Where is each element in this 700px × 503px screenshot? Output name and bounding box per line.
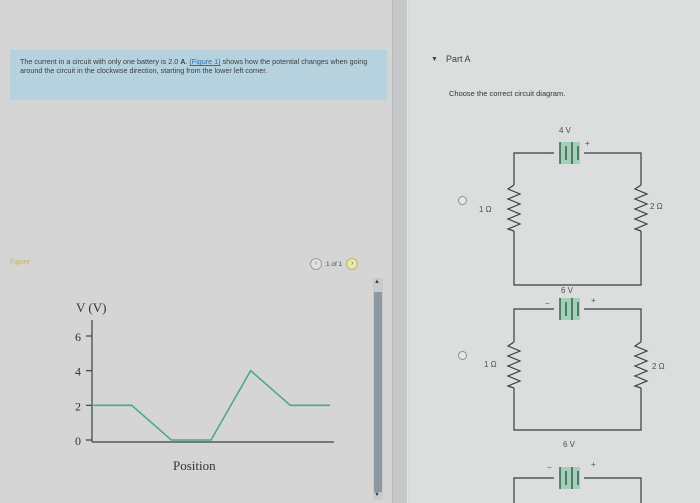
circuit-options [409, 110, 700, 503]
battery-minus-label: − [545, 299, 550, 308]
problem-statement [10, 50, 387, 100]
part-label: Part A [445, 54, 471, 64]
scroll-up-icon[interactable]: ▲ [374, 279, 380, 285]
battery-voltage-label: 6 V [561, 286, 574, 295]
resistor-right-label: 2 Ω [650, 202, 663, 211]
circuit-option-c[interactable] [514, 440, 641, 503]
y-tick-label: 2 [75, 399, 81, 414]
part-header[interactable] [431, 54, 470, 64]
question-text: Choose the correct circuit diagram. [449, 89, 566, 98]
chevron-down-icon[interactable]: ▼ [431, 55, 438, 63]
figure-graph [30, 280, 370, 500]
potential-line [92, 371, 330, 440]
scroll-down-icon[interactable]: ▼ [374, 492, 380, 498]
resistor-right-label: 2 Ω [652, 362, 665, 371]
chevron-right-icon[interactable]: › [346, 258, 358, 270]
potential-graph [30, 280, 370, 500]
problem-text-part: The current in a circuit with only one battery is 2.0 [20, 57, 181, 66]
problem-text-part: shows how the potential changes when going around the circuit in the clockwise direction, starting from the lower left corner. [20, 57, 368, 75]
battery-minus-label: − [547, 463, 552, 472]
battery-plus-label: + [591, 460, 596, 469]
answer-panel [409, 0, 700, 503]
y-tick-label: 0 [75, 434, 81, 448]
problem-text-part: . [185, 57, 190, 66]
circuit-option-a[interactable] [479, 126, 663, 285]
battery-plus-label: + [585, 139, 590, 148]
y-tick-label: 6 [75, 330, 81, 344]
battery-voltage-label: 6 V [563, 440, 576, 449]
circuit-option-b[interactable] [484, 286, 665, 430]
y-ticks [75, 330, 92, 448]
x-axis-label: Position [173, 458, 216, 473]
y-axis-label: V (V) [76, 300, 107, 315]
battery-icon [560, 298, 580, 320]
problem-text [20, 57, 377, 75]
figure-label: Figure [10, 259, 30, 266]
chevron-left-icon[interactable]: ‹ [310, 258, 322, 270]
pager-text: 1 of 1 [326, 260, 343, 268]
current-unit: A [180, 57, 186, 66]
panel-divider[interactable] [392, 0, 408, 503]
figure-pager [310, 258, 358, 270]
scrollbar-thumb[interactable] [374, 292, 382, 492]
battery-plus-label: + [591, 296, 596, 305]
battery-voltage-label: 4 V [559, 126, 572, 135]
resistor-left-label: 1 Ω [484, 360, 497, 369]
battery-icon [560, 467, 580, 489]
y-tick-label: 4 [75, 364, 81, 379]
battery-icon [560, 142, 580, 164]
figure-link[interactable]: (Figure 1) [189, 57, 221, 66]
battery-minus-label: − [546, 149, 551, 158]
resistor-left-label: 1 Ω [479, 205, 492, 214]
